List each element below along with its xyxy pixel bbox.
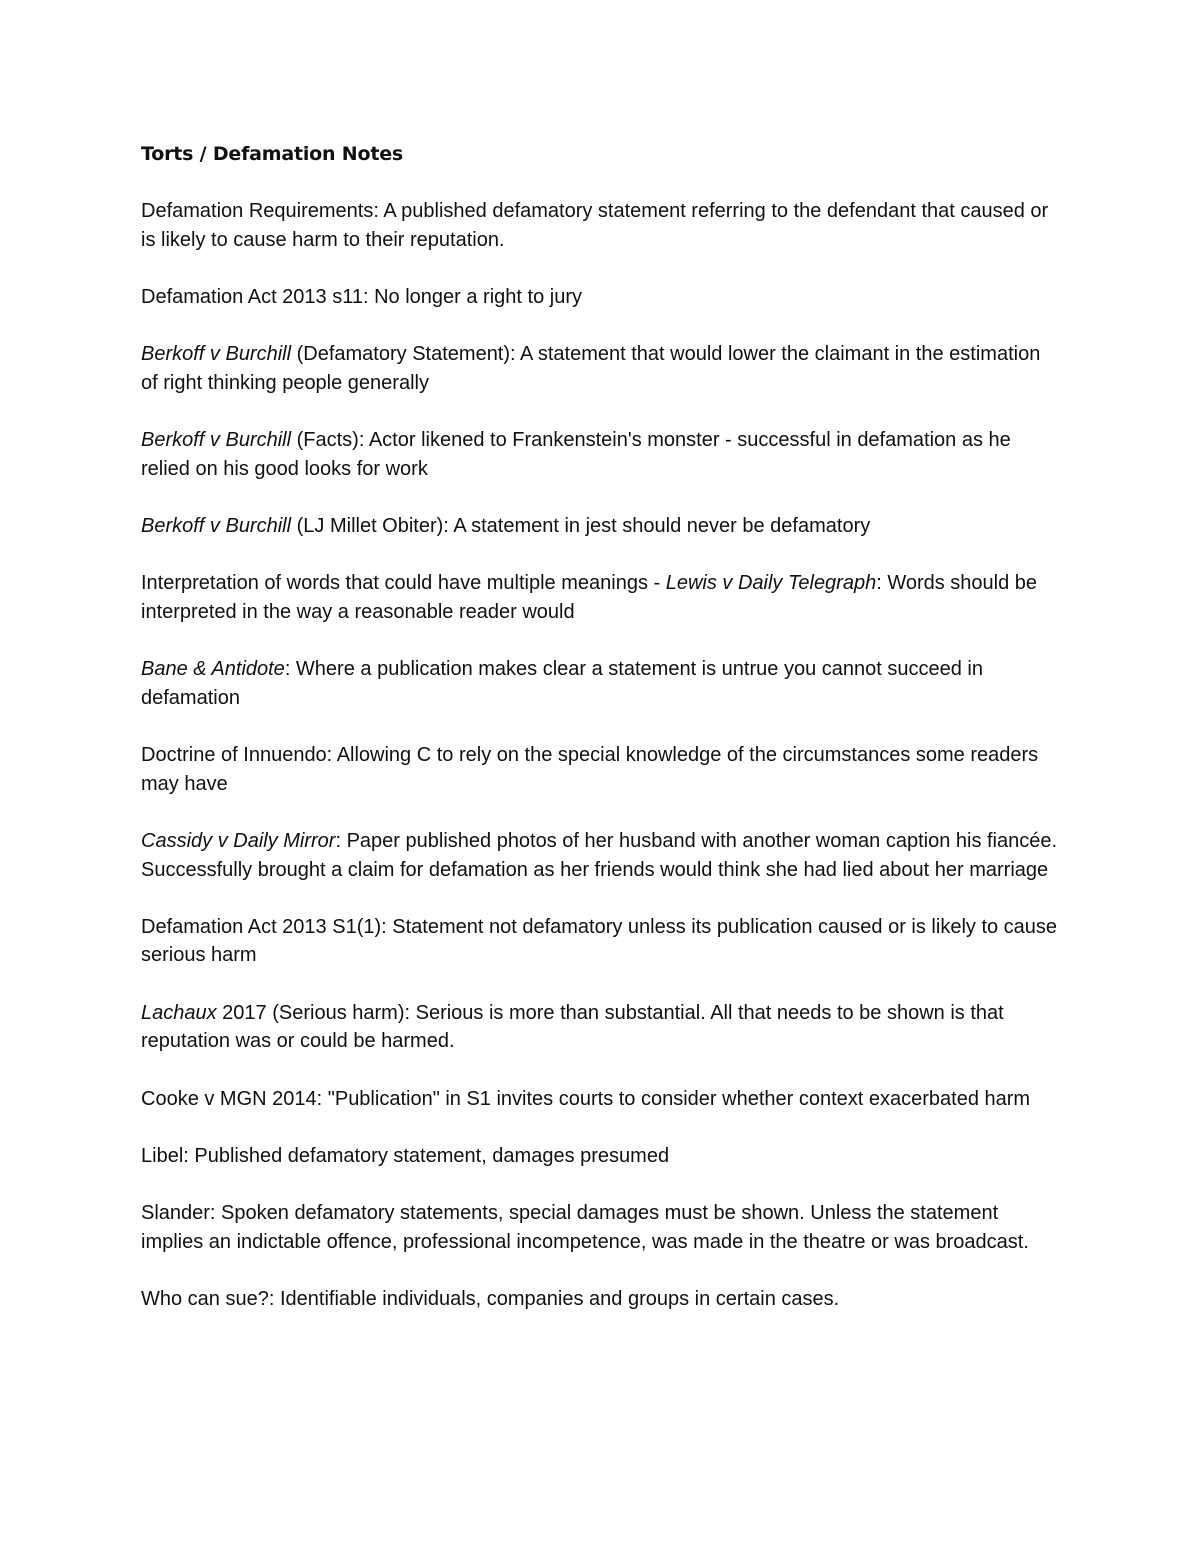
paragraph-libel [141,1142,1061,1171]
paragraph-text: Defamation Act 2013 S1(1): Statement not defamatory unless its publication caused or is likely to cause serious harm [141,915,1058,967]
paragraph-text: Libel: Published defamatory statement, damages presumed [141,1144,670,1167]
paragraph-text: : Words should be interpreted in the way a reasonable reader would [141,572,1038,623]
paragraph-text: Who can sue?: Identifiable individuals, companies and groups in certain cases. [141,1287,840,1310]
paragraph-act-s1 [141,913,1061,970]
paragraph-who-can-sue [141,1285,1061,1314]
paragraph-text: 2017 (Serious harm): Serious is more than substantial. All that needs to be shown is that reputation was or could be harmed. [141,1001,1004,1053]
paragraph-act-s11 [141,283,1061,312]
document-title: Torts / Defamation Notes [141,143,404,165]
paragraph-text: : Paper published photos of her husband with another woman caption his fiancée. Successfully brought a claim for defamation as her friends would think she had lied about her marriage [141,829,1058,881]
case-name: Lachaux [141,1001,217,1024]
case-name: Berkoff v Burchill [141,343,292,366]
paragraph-interpretation [141,569,1061,626]
paragraph-berkoff-statement [141,340,1061,397]
paragraph-slander [141,1199,1061,1256]
paragraph-text: Doctrine of Innuendo: Allowing C to rely on the special knowledge of the circumstances some readers may have [141,743,1039,795]
paragraph-text: Slander: Spoken defamatory statements, special damages must be shown. Unless the statement implies an indictable offence, professional incompetence, was made in the theatre or was broadcast. [141,1201,1029,1253]
paragraph-text: Defamation Requirements: A published defamatory statement referring to the defendant that caused or is likely to cause harm to their reputation. [141,200,1049,251]
paragraph-text: (Facts): Actor likened to Frankenstein's monster - successful in defamation as he relied on his good looks for work [141,429,1011,480]
paragraph-berkoff-obiter [141,512,1061,541]
paragraph-berkoff-facts [141,426,1061,483]
paragraph-cooke [141,1085,1061,1114]
paragraph-lachaux [141,999,1061,1056]
paragraph-bane-antidote [141,655,1061,712]
case-name: Berkoff v Burchill [141,514,292,537]
case-name: Berkoff v Burchill [141,429,292,452]
document-page [141,140,1061,1342]
paragraph-innuendo [141,741,1061,798]
case-name: Cassidy v Daily Mirror [141,829,336,852]
case-name: Lewis v Daily Telegraph [665,572,877,595]
case-name: Bane & Antidote [141,658,285,681]
paragraph-text: (LJ Millet Obiter): A statement in jest should never be defamatory [291,514,871,537]
paragraph-text: : Where a publication makes clear a statement is untrue you cannot succeed in defamation [141,658,983,709]
paragraph-text: Cooke v MGN 2014: "Publication" in S1 invites courts to consider whether context exacerbated harm [141,1087,1031,1110]
paragraph-cassidy [141,827,1061,884]
paragraph-text: Defamation Act 2013 s11: No longer a right to jury [141,285,582,308]
paragraph-requirements [141,197,1061,254]
paragraph-text: (Defamatory Statement): A statement that would lower the claimant in the estimation of right thinking people generally [141,343,1041,394]
paragraph-prefix: Interpretation of words that could have multiple meanings - [141,572,666,595]
